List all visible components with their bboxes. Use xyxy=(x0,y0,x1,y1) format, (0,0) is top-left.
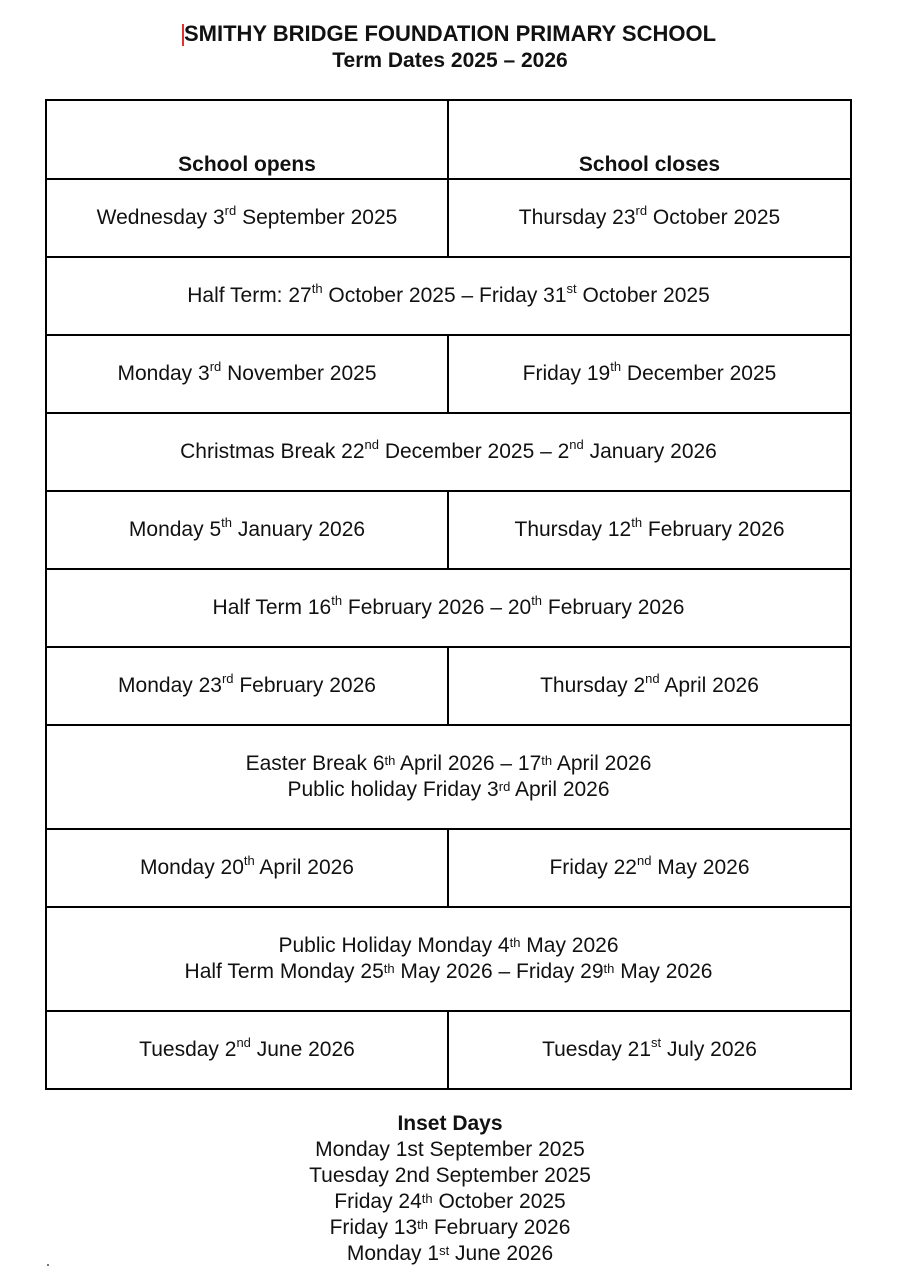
date-text: October 2025 – Friday 31 xyxy=(322,284,567,307)
holiday-row xyxy=(46,725,851,829)
inset-day xyxy=(0,1137,900,1163)
ordinal-suffix: th xyxy=(509,935,521,950)
ordinal-suffix: th xyxy=(243,853,255,868)
column-header-school-opens: School opens xyxy=(46,100,448,179)
date-text: June 2026 xyxy=(449,1242,554,1265)
date-text: February 2026 xyxy=(642,518,785,541)
date-text: February 2026 xyxy=(233,674,376,697)
ordinal-suffix: nd xyxy=(645,671,660,686)
date-text: Public holiday Friday 3 xyxy=(287,778,499,801)
date-text: Monday 5 xyxy=(128,518,222,541)
inset-days-list xyxy=(0,1137,900,1267)
date-text: January 2026 xyxy=(231,518,366,541)
date-text: February 2026 xyxy=(427,1216,571,1239)
inset-days-section xyxy=(0,1111,900,1267)
date-text: Half Term 16 xyxy=(212,596,332,619)
date-text: Christmas Break 22 xyxy=(180,440,365,463)
holiday-cell xyxy=(46,257,851,335)
holiday-line xyxy=(47,777,850,803)
inset-day xyxy=(0,1189,900,1215)
holiday-row xyxy=(46,257,851,335)
date-text: October 2025 xyxy=(576,284,710,307)
ordinal-suffix: rd xyxy=(498,779,511,794)
school-closes-date xyxy=(448,491,851,569)
date-text: Tuesday 2nd September 2025 xyxy=(309,1164,591,1187)
date-text: February 2026 – 20 xyxy=(342,596,532,619)
ordinal-suffix: nd xyxy=(569,437,584,452)
date-text: Half Term: 27 xyxy=(187,284,312,307)
inset-day xyxy=(0,1215,900,1241)
text-cursor xyxy=(182,24,184,46)
date-text: December 2025 xyxy=(621,362,777,385)
date-text: October 2025 xyxy=(647,206,781,229)
ordinal-suffix: th xyxy=(541,753,553,768)
holiday-row xyxy=(46,569,851,647)
date-text: April 2026 xyxy=(254,856,354,879)
date-text: Monday 20 xyxy=(140,856,244,879)
holiday-cell xyxy=(46,413,851,491)
term-row xyxy=(46,829,851,907)
date-text: May 2026 xyxy=(614,960,713,983)
date-text: Monday 23 xyxy=(118,674,222,697)
date-text: Tuesday 2 xyxy=(139,1038,237,1061)
holiday-cell xyxy=(46,725,851,829)
ordinal-suffix: th xyxy=(311,281,323,296)
date-text: April 2026 xyxy=(552,752,652,775)
date-text: Thursday 23 xyxy=(518,206,636,229)
school-closes-date xyxy=(448,829,851,907)
ordinal-suffix: th xyxy=(631,515,643,530)
term-dates-table xyxy=(45,99,852,1090)
holiday-line xyxy=(47,593,850,620)
date-text: October 2025 xyxy=(432,1190,566,1213)
ordinal-suffix: th xyxy=(603,961,615,976)
date-text: April 2026 xyxy=(510,778,610,801)
holiday-line xyxy=(47,437,850,464)
date-text: Thursday 2 xyxy=(540,674,646,697)
date-text: Monday 1 xyxy=(346,1242,440,1265)
holiday-line xyxy=(47,933,850,959)
holiday-row xyxy=(46,413,851,491)
ordinal-suffix: nd xyxy=(637,853,652,868)
ordinal-suffix: st xyxy=(651,1035,662,1050)
school-opens-date xyxy=(46,647,448,725)
date-text: May 2026 xyxy=(520,934,619,957)
date-text: Friday 24 xyxy=(334,1190,422,1213)
school-name xyxy=(184,20,716,48)
date-text: April 2026 xyxy=(659,674,759,697)
holiday-cell xyxy=(46,907,851,1011)
date-text: Friday 22 xyxy=(549,856,637,879)
term-row xyxy=(46,647,851,725)
date-text: Public Holiday Monday 4 xyxy=(278,934,510,957)
holiday-line xyxy=(47,959,850,985)
date-text: July 2026 xyxy=(661,1038,757,1061)
document-header xyxy=(0,20,900,74)
date-text: Monday 3 xyxy=(117,362,210,385)
date-text: Tuesday 21 xyxy=(542,1038,652,1061)
school-closes-date xyxy=(448,647,851,725)
school-opens-date xyxy=(46,829,448,907)
date-text: Half Term Monday 25 xyxy=(184,960,384,983)
term-row xyxy=(46,335,851,413)
school-opens-date xyxy=(46,335,448,413)
term-row xyxy=(46,1011,851,1089)
school-closes-date xyxy=(448,179,851,257)
school-closes-date xyxy=(448,1011,851,1089)
ordinal-suffix: th xyxy=(221,515,232,530)
school-opens-date xyxy=(46,179,448,257)
school-closes-date xyxy=(448,335,851,413)
ordinal-suffix: st xyxy=(439,1243,450,1258)
term-row xyxy=(46,179,851,257)
ordinal-suffix: th xyxy=(384,753,396,768)
school-name-text: SMITHY BRIDGE FOUNDATION PRIMARY SCHOOL xyxy=(183,21,717,46)
date-text: Wednesday 3 xyxy=(96,206,225,229)
holiday-line xyxy=(47,751,850,777)
ordinal-suffix: rd xyxy=(224,203,237,218)
date-text: Monday 1st September 2025 xyxy=(315,1138,585,1161)
ordinal-suffix: th xyxy=(531,593,543,608)
date-text: June 2026 xyxy=(250,1038,355,1061)
ordinal-suffix: th xyxy=(421,1191,433,1206)
date-text: November 2025 xyxy=(221,362,377,385)
date-text: Friday 19 xyxy=(522,362,611,385)
date-text: Easter Break 6 xyxy=(245,752,385,775)
ordinal-suffix: th xyxy=(417,1217,428,1232)
table-header-row xyxy=(46,100,851,179)
ordinal-suffix: nd xyxy=(236,1035,251,1050)
ordinal-suffix: th xyxy=(610,359,622,374)
date-text: Friday 13 xyxy=(329,1216,418,1239)
date-text: February 2026 xyxy=(542,596,685,619)
date-text: April 2026 – 17 xyxy=(395,752,542,775)
term-title: Term Dates 2025 – 2026 xyxy=(332,49,568,72)
holiday-line xyxy=(47,281,850,308)
date-text: September 2025 xyxy=(236,206,398,229)
school-opens-date xyxy=(46,1011,448,1089)
column-header-school-closes: School closes xyxy=(448,100,851,179)
ordinal-suffix: rd xyxy=(635,203,648,218)
ordinal-suffix: th xyxy=(383,961,395,976)
ordinal-suffix: rd xyxy=(209,359,222,374)
inset-day xyxy=(0,1241,900,1267)
ordinal-suffix: nd xyxy=(364,437,379,452)
ordinal-suffix: th xyxy=(331,593,343,608)
date-text: May 2026 xyxy=(651,856,750,879)
holiday-cell xyxy=(46,569,851,647)
ordinal-suffix: rd xyxy=(221,671,234,686)
term-row xyxy=(46,491,851,569)
date-text: Thursday 12 xyxy=(514,518,632,541)
date-text: December 2025 – 2 xyxy=(379,440,570,463)
holiday-row xyxy=(46,907,851,1011)
ordinal-suffix: st xyxy=(566,281,577,296)
date-text: January 2026 xyxy=(583,440,717,463)
page-mark xyxy=(47,1264,49,1266)
date-text: May 2026 – Friday 29 xyxy=(394,960,604,983)
inset-days-title: Inset Days xyxy=(397,1112,503,1135)
inset-day xyxy=(0,1163,900,1189)
school-opens-date xyxy=(46,491,448,569)
